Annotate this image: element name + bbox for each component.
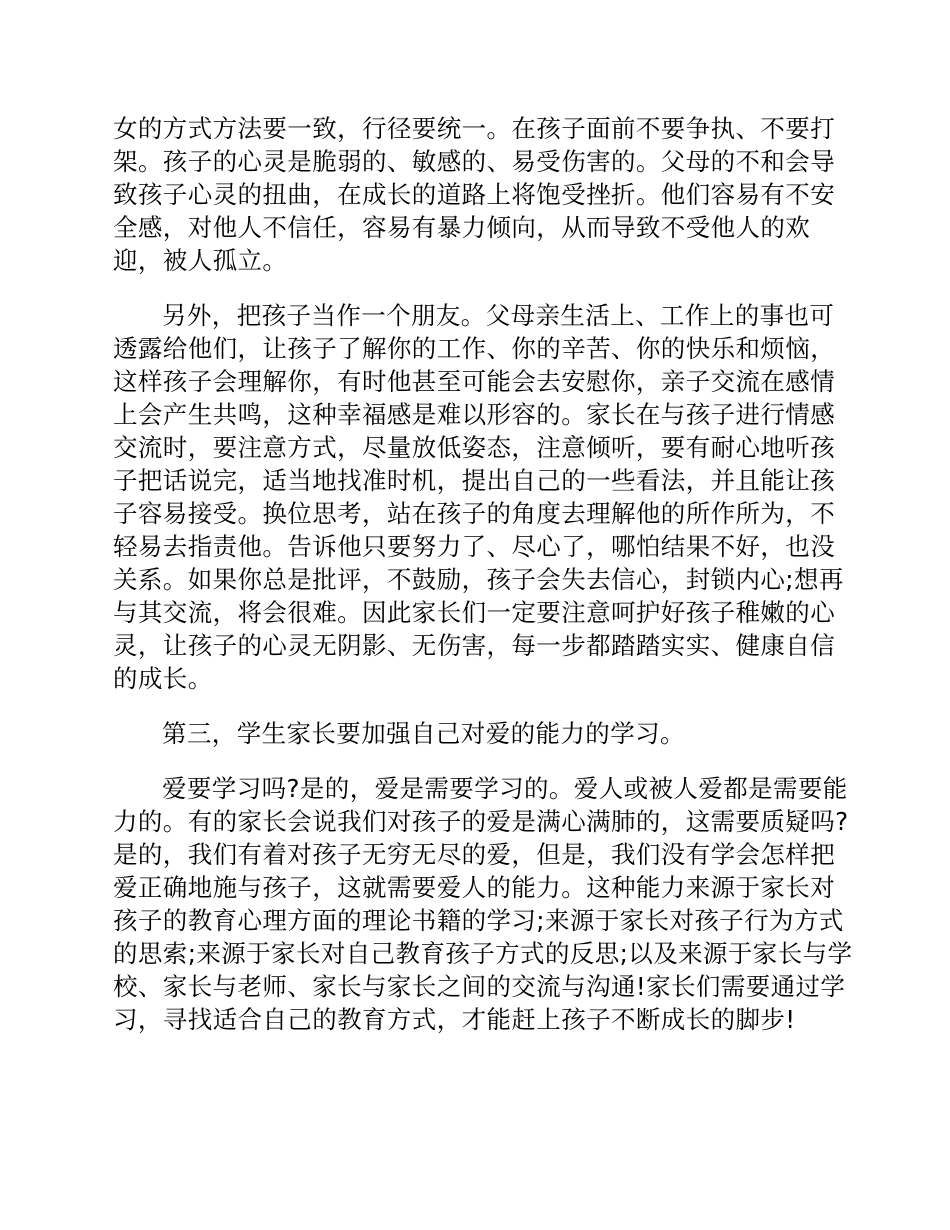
paragraph-learning-love: 爱要学习吗?是的，爱是需要学习的。爱人或被人爱都是需要能力的。有的家长会说我们对孩子的爱是满心满肺的，这需要质疑吗?是的，我们有着对孩子无穷无尽的爱，但是，我们没有学会怎样把爱正确地施与孩子，这就需要爱人的能力。这种能力来源于家长对孩子的教育心理方面的理论书籍的学习;来源于家长对孩子行为方式的思索;来源于家长对自己教育孩子方式的反思;以及来源于家长与学校、家长与老师、家长与家长之间的交流与沟通!家长们需要通过学习，寻找适合自己的教育方式，才能赶上孩子不断成长的脚步! [113,774,853,1034]
document-page [113,112,858,1058]
paragraph-continued: 女的方式方法要一致，行径要统一。在孩子面前不要争执、不要打架。孩子的心灵是脆弱的、敏感的、易受伤害的。父母的不和会导致孩子心灵的扭曲，在成长的道路上将饱受挫折。他们容易有不安全感，对他人不信任，容易有暴力倾向，从而导致不受他人的欢迎，被人孤立。 [113,114,836,275]
paragraph-friend: 另外，把孩子当作一个朋友。父母亲生活上、工作上的事也可透露给他们，让孩子了解你的工作、你的辛苦、你的快乐和烦恼，这样孩子会理解你，有时他甚至可能会去安慰你，亲子交流在感情上会产生共鸣，这种幸福感是难以形容的。家长在与孩子进行情感交流时，要注意方式，尽量放低姿态，注意倾听，要有耐心地听孩子把话说完，适当地找准时机，提出自己的一些看法，并且能让孩子容易接受。换位思考，站在孩子的角度去理解他的所作所为，不轻易去指责他。告诉他只要努力了、尽心了，哪怕结果不好，也没关系。如果你总是批评，不鼓励，孩子会失去信心，封锁内心;想再与其交流，将会很难。因此家长们一定要注意呵护好孩子稚嫩的心灵，让孩子的心灵无阴影、无伤害，每一步都踏踏实实、健康自信的成长。 [113,301,844,693]
paragraph-third-point: 第三，学生家长要加强自己对爱的能力的学习。 [162,719,685,748]
